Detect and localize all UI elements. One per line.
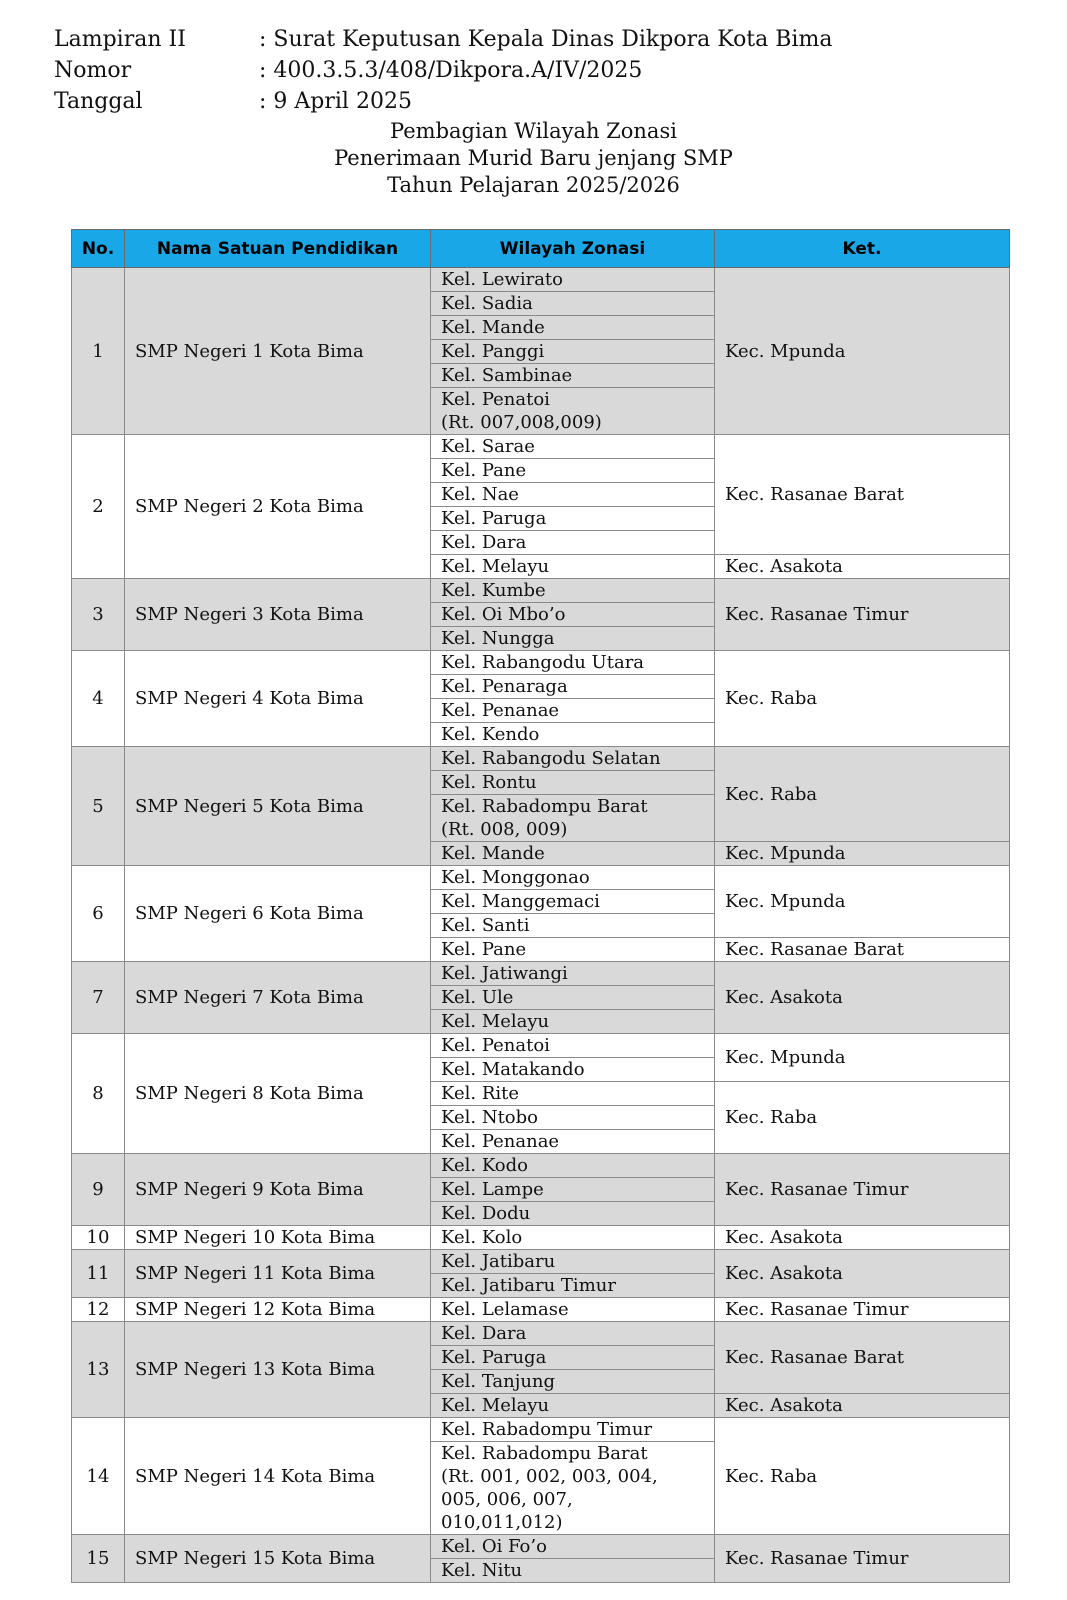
cell-school-name: SMP Negeri 13 Kota Bima [125,1322,431,1418]
cell-zone: Kel. Mande [431,842,715,866]
title-line-2: Penerimaan Murid Baru jenjang SMP [334,146,733,170]
table-row [72,1226,1010,1250]
cell-ket: Kec. Rasanae Barat [715,938,1010,962]
cell-no: 11 [72,1250,125,1298]
cell-zone: Kel. Sadia [431,292,715,316]
cell-zone: Kel. Manggemaci [431,890,715,914]
header-row-lampiran [54,24,832,55]
cell-no: 12 [72,1298,125,1322]
cell-no: 9 [72,1154,125,1226]
cell-ket: Kec. Asakota [715,1250,1010,1298]
cell-zone: Kel. Paruga [431,507,715,531]
cell-ket: Kec. Rasanae Timur [715,579,1010,651]
cell-zone: Kel. Kolo [431,1226,715,1250]
cell-zone: Kel. Lampe [431,1178,715,1202]
cell-zone: Kel. Sarae [431,435,715,459]
cell-zone: Kel. Rontu [431,771,715,795]
cell-zone: Kel. Dodu [431,1202,715,1226]
table-row [72,1154,1010,1178]
cell-no: 6 [72,866,125,962]
cell-no: 2 [72,435,125,579]
cell-school-name: SMP Negeri 12 Kota Bima [125,1298,431,1322]
cell-zone: Kel. Rabadompu Timur [431,1418,715,1442]
cell-ket: Kec. Mpunda [715,866,1010,938]
cell-zone: Kel. Panggi [431,340,715,364]
cell-no: 3 [72,579,125,651]
cell-ket: Kec. Raba [715,1082,1010,1154]
cell-zone: Kel. Rabadompu Barat (Rt. 008, 009) [431,795,715,842]
cell-zone: Kel. Penanae [431,1130,715,1154]
cell-zone: Kel. Tanjung [431,1370,715,1394]
cell-school-name: SMP Negeri 4 Kota Bima [125,651,431,747]
cell-school-name: SMP Negeri 11 Kota Bima [125,1250,431,1298]
cell-school-name: SMP Negeri 2 Kota Bima [125,435,431,579]
cell-ket: Kec. Mpunda [715,842,1010,866]
cell-zone: Kel. Sambinae [431,364,715,388]
table-row [72,1322,1010,1346]
document-title [0,118,1067,199]
cell-zone: Kel. Pane [431,938,715,962]
cell-school-name: SMP Negeri 8 Kota Bima [125,1034,431,1154]
cell-zone: Kel. Oi Mbo’o [431,603,715,627]
cell-no: 15 [72,1535,125,1583]
cell-zone: Kel. Jatibaru Timur [431,1274,715,1298]
cell-ket: Kec. Asakota [715,1226,1010,1250]
table-row [72,435,1010,459]
cell-zone: Kel. Melayu [431,1394,715,1418]
cell-ket: Kec. Asakota [715,555,1010,579]
header-label: Nomor [54,58,132,83]
cell-ket: Kec. Rasanae Timur [715,1298,1010,1322]
header-value: : 400.3.5.3/408/Dikpora.A/IV/2025 [259,58,643,83]
table-row [72,1535,1010,1559]
header-row-nomor [54,55,832,86]
zonasi-table [71,229,1010,1583]
cell-zone: Kel. Paruga [431,1346,715,1370]
table-row [72,1298,1010,1322]
cell-zone: Kel. Rabangodu Utara [431,651,715,675]
cell-zone: Kel. Ntobo [431,1106,715,1130]
cell-school-name: SMP Negeri 15 Kota Bima [125,1535,431,1583]
header-row-tanggal [54,86,832,117]
cell-ket: Kec. Asakota [715,1394,1010,1418]
cell-school-name: SMP Negeri 14 Kota Bima [125,1418,431,1535]
cell-zone: Kel. Rite [431,1082,715,1106]
cell-school-name: SMP Negeri 1 Kota Bima [125,268,431,435]
header-label: Tanggal [54,89,143,114]
cell-zone: Kel. Penaraga [431,675,715,699]
cell-zone: Kel. Kodo [431,1154,715,1178]
cell-school-name: SMP Negeri 10 Kota Bima [125,1226,431,1250]
cell-school-name: SMP Negeri 3 Kota Bima [125,579,431,651]
cell-ket: Kec. Rasanae Timur [715,1154,1010,1226]
cell-no: 10 [72,1226,125,1250]
cell-school-name: SMP Negeri 6 Kota Bima [125,866,431,962]
table-row [72,962,1010,986]
table-row [72,1250,1010,1274]
cell-school-name: SMP Negeri 7 Kota Bima [125,962,431,1034]
column-header-no: No. [72,230,125,268]
cell-zone: Kel. Ule [431,986,715,1010]
column-header-name: Nama Satuan Pendidikan [125,230,431,268]
cell-zone: Kel. Melayu [431,555,715,579]
cell-zone: Kel. Penanae [431,699,715,723]
cell-zone: Kel. Jatiwangi [431,962,715,986]
cell-zone: Kel. Nitu [431,1559,715,1583]
header-label: Lampiran II [54,27,186,52]
cell-zone: Kel. Nae [431,483,715,507]
cell-no: 13 [72,1322,125,1418]
column-header-zona: Wilayah Zonasi [431,230,715,268]
cell-zone: Kel. Mande [431,316,715,340]
cell-zone: Kel. Lelamase [431,1298,715,1322]
document-header [54,24,832,117]
table-row [72,651,1010,675]
header-value: : 9 April 2025 [259,89,412,114]
table-header-row [72,230,1010,268]
table-row [72,866,1010,890]
title-line-3: Tahun Pelajaran 2025/2026 [387,173,680,197]
cell-school-name: SMP Negeri 5 Kota Bima [125,747,431,866]
cell-no: 8 [72,1034,125,1154]
cell-zone: Kel. Rabangodu Selatan [431,747,715,771]
cell-no: 5 [72,747,125,866]
cell-zone: Kel. Rabadompu Barat (Rt. 001, 002, 003, 004, 005, 006, 007, 010,011,012) [431,1442,715,1535]
cell-ket: Kec. Rasanae Barat [715,1322,1010,1394]
table-row [72,268,1010,292]
cell-zone: Kel. Matakando [431,1058,715,1082]
header-value: : Surat Keputusan Kepala Dinas Dikpora Kota Bima [259,27,833,52]
table-row [72,747,1010,771]
cell-zone: Kel. Melayu [431,1010,715,1034]
cell-no: 14 [72,1418,125,1535]
cell-zone: Kel. Penatoi [431,1034,715,1058]
cell-zone: Kel. Jatibaru [431,1250,715,1274]
title-line-1: Pembagian Wilayah Zonasi [390,119,677,143]
cell-zone: Kel. Dara [431,531,715,555]
table-row [72,1418,1010,1442]
cell-zone: Kel. Kumbe [431,579,715,603]
cell-zone: Kel. Penatoi (Rt. 007,008,009) [431,388,715,435]
cell-school-name: SMP Negeri 9 Kota Bima [125,1154,431,1226]
cell-ket: Kec. Rasanae Timur [715,1535,1010,1583]
cell-zone: Kel. Santi [431,914,715,938]
table-row [72,1034,1010,1058]
cell-no: 4 [72,651,125,747]
cell-zone: Kel. Monggonao [431,866,715,890]
column-header-ket: Ket. [715,230,1010,268]
cell-no: 7 [72,962,125,1034]
cell-ket: Kec. Rasanae Barat [715,435,1010,555]
cell-ket: Kec. Mpunda [715,1034,1010,1082]
cell-no: 1 [72,268,125,435]
cell-zone: Kel. Nungga [431,627,715,651]
cell-zone: Kel. Pane [431,459,715,483]
cell-zone: Kel. Kendo [431,723,715,747]
cell-ket: Kec. Raba [715,1418,1010,1535]
cell-zone: Kel. Dara [431,1322,715,1346]
table-row [72,579,1010,603]
cell-zone: Kel. Oi Fo’o [431,1535,715,1559]
cell-zone: Kel. Lewirato [431,268,715,292]
cell-ket: Kec. Raba [715,651,1010,747]
cell-ket: Kec. Raba [715,747,1010,842]
cell-ket: Kec. Mpunda [715,268,1010,435]
cell-ket: Kec. Asakota [715,962,1010,1034]
